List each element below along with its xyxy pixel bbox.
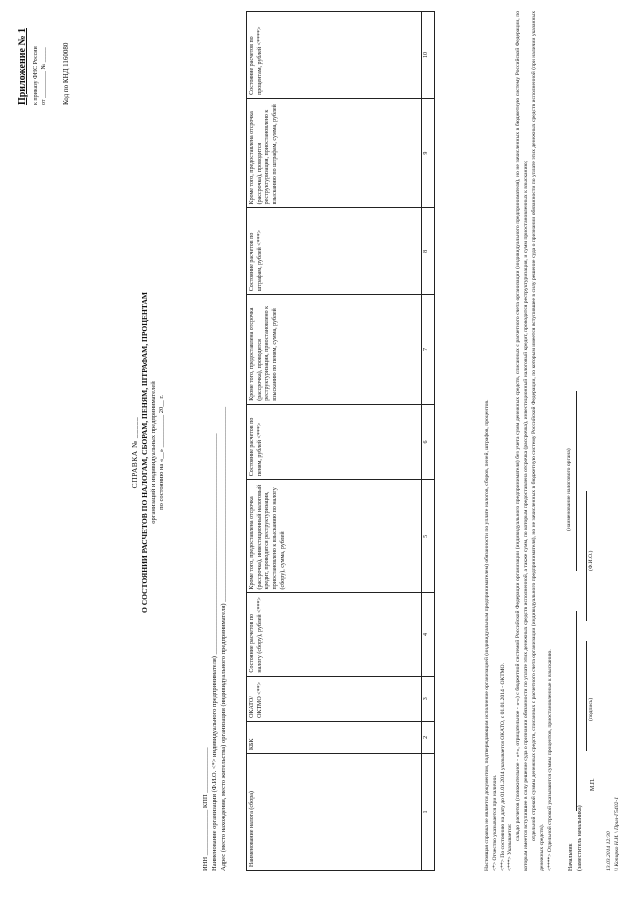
title-line-2: О СОСТОЯНИИ РАСЧЕТОВ ПО НАЛОГАМ, СБОРАМ, ПЕНЯМ, ШТРАФАМ, ПРОЦЕНТАМ	[139, 292, 149, 614]
footer	[606, 797, 621, 871]
document-title	[130, 8, 166, 897]
title-line-1: СПРАВКА № _____	[130, 416, 139, 489]
col-number: 4	[422, 593, 435, 676]
note-patronymic: <*> Отчество указывается при наличии.	[491, 774, 498, 871]
col-number: 1	[422, 753, 435, 870]
taxpayer-fields	[201, 28, 228, 871]
signature-line	[586, 641, 587, 751]
note-indicated: <***> Указывается:	[507, 823, 514, 871]
fio-line	[586, 491, 587, 621]
organ-line-right	[576, 391, 577, 571]
footer-timestamp: 13.03.2014 12:30	[606, 831, 612, 871]
table-header-row	[247, 12, 422, 871]
settlements-table	[246, 11, 435, 871]
fio-caption: (Ф.И.О.)	[588, 550, 594, 571]
col-header-tax-deferral: Кроме того, предоставлена отсрочка (рассрочка), инвестиционный налоговый кредит, проводится реструктуризация, приостановлено к взысканию по налогу (сбору), сумма, рублей	[247, 480, 422, 593]
seal-label: М.П.	[590, 778, 596, 791]
title-line-4: по состоянию на «__» __________ 20__ г.	[157, 395, 165, 510]
col-header-penalty-deferral: Кроме того, предоставлена отсрочка (рассрочка), проводится реструктуризация, приостановлено к взысканию по пеням, сумма, рублей	[247, 295, 422, 404]
col-header-tax-name: Наименование налога (сбора)	[247, 753, 422, 870]
col-header-fine-deferral: Кроме того, предоставлена отсрочка (рассрочка), проводится реструктуризация, приостановлено к взысканию по штрафам, сумма, рублей	[247, 98, 422, 207]
organ-caption: (наименование налогового органа)	[566, 448, 572, 531]
col-number: 8	[422, 208, 435, 295]
title-line-3: организаций и индивидуальных предпринимателей	[149, 381, 157, 524]
form-code: Код по КНД 1160080	[61, 42, 70, 106]
order-label: к приказу ФНС России	[32, 46, 39, 106]
organ-line	[576, 611, 577, 811]
col-header-penalty-balance: Состояние расчетов по пеням, рублей <***>	[247, 404, 422, 480]
note-interest: <****> Отдельной строкой указываются суммы процентов, приостановленные к взысканию.	[546, 649, 553, 871]
col-header-tax-balance: Состояние расчетов по налогу (сбору), рублей <***>	[247, 593, 422, 676]
footer-path: \\ Копирко Н.И. \ Прил-Г5402-1	[613, 797, 620, 871]
col-header-kbk: КБК	[247, 721, 422, 753]
appendix-label: Приложение № 1	[17, 28, 28, 106]
note-okato: <**> По состоянию на дату до 01.01.2014 указывается ОКАТО, с 01.01.2014 - ОКТМО.	[499, 663, 506, 871]
col-number: 9	[422, 98, 435, 207]
col-header-interest-balance: Состояние расчетов по процентам, рублей <****>	[247, 12, 422, 99]
order-date-number: от _________ № _____	[40, 47, 47, 106]
col-number: 3	[422, 676, 435, 721]
col-number: 2	[422, 721, 435, 753]
col-number: 10	[422, 12, 435, 99]
note-unallocated: отдельной строкой суммы денежных средств, списанных с расчетного счета организации (индивидуального предпринимателя), но не зачисленных в бюджетную систему Российской Федерации, по которым имеется вступившее в силу решение суда о признании обязанности по уплате этих денежных средств исполненной (при наличии указанных денежных средств).	[530, 11, 545, 871]
col-header-okato: ОКАТО/ ОКТМО <**>	[247, 676, 422, 721]
signature-caption: (подпись)	[588, 697, 594, 721]
col-header-fine-balance: Состояние расчетов по штрафам, рублей <***>	[247, 208, 422, 295]
deputy-label: (заместитель начальника)	[577, 805, 583, 871]
head-label: Начальник	[568, 843, 574, 871]
header-block	[16, 28, 71, 105]
note-disclaimer: Настоящая справка не является документом, подтверждающим исполнение организацией (индивидуальным предпринимателем) обязанности по уплате налогов, сборов, пеней, штрафов, процентов.	[484, 399, 490, 871]
footnotes	[484, 11, 554, 871]
col-number: 7	[422, 295, 435, 404]
taxpayer-name-field: Наименование организации (Ф.И.О. <*> индивидуального предпринимателя) ____________________________________________________________________	[211, 433, 219, 871]
col-number: 6	[422, 404, 435, 480]
col-number: 5	[422, 480, 435, 593]
inn-kpp-field: ИНН ______________ КПП ______________	[202, 747, 209, 871]
table-number-row	[422, 12, 435, 871]
taxpayer-address-field: Адрес (место нахождения, место жительства) организации (индивидуального предпринимателя) ____________________________________________________________	[220, 406, 228, 871]
document-page	[8, 8, 632, 897]
note-balance: сальдо расчетов (положительное - «+», отрицательное - «-») с бюджетной системой Российской Федерации организации (индивидуального предпринимателя) без учета сумм денежных средств, списанных с расчетного счета организации (индивидуального предпринимателя), но не зачисленных в бюджетную систему Российской Федерации, по которым имеется вступившее в силу решение суда о признании обязанности по уплате этих денежных средств исполненной, а также сумм, по которым предоставлена отсрочка (рассрочка), инвестиционный налоговый кредит, проводится реструктуризация, и сумм приостановленных к взысканию;	[515, 11, 530, 871]
